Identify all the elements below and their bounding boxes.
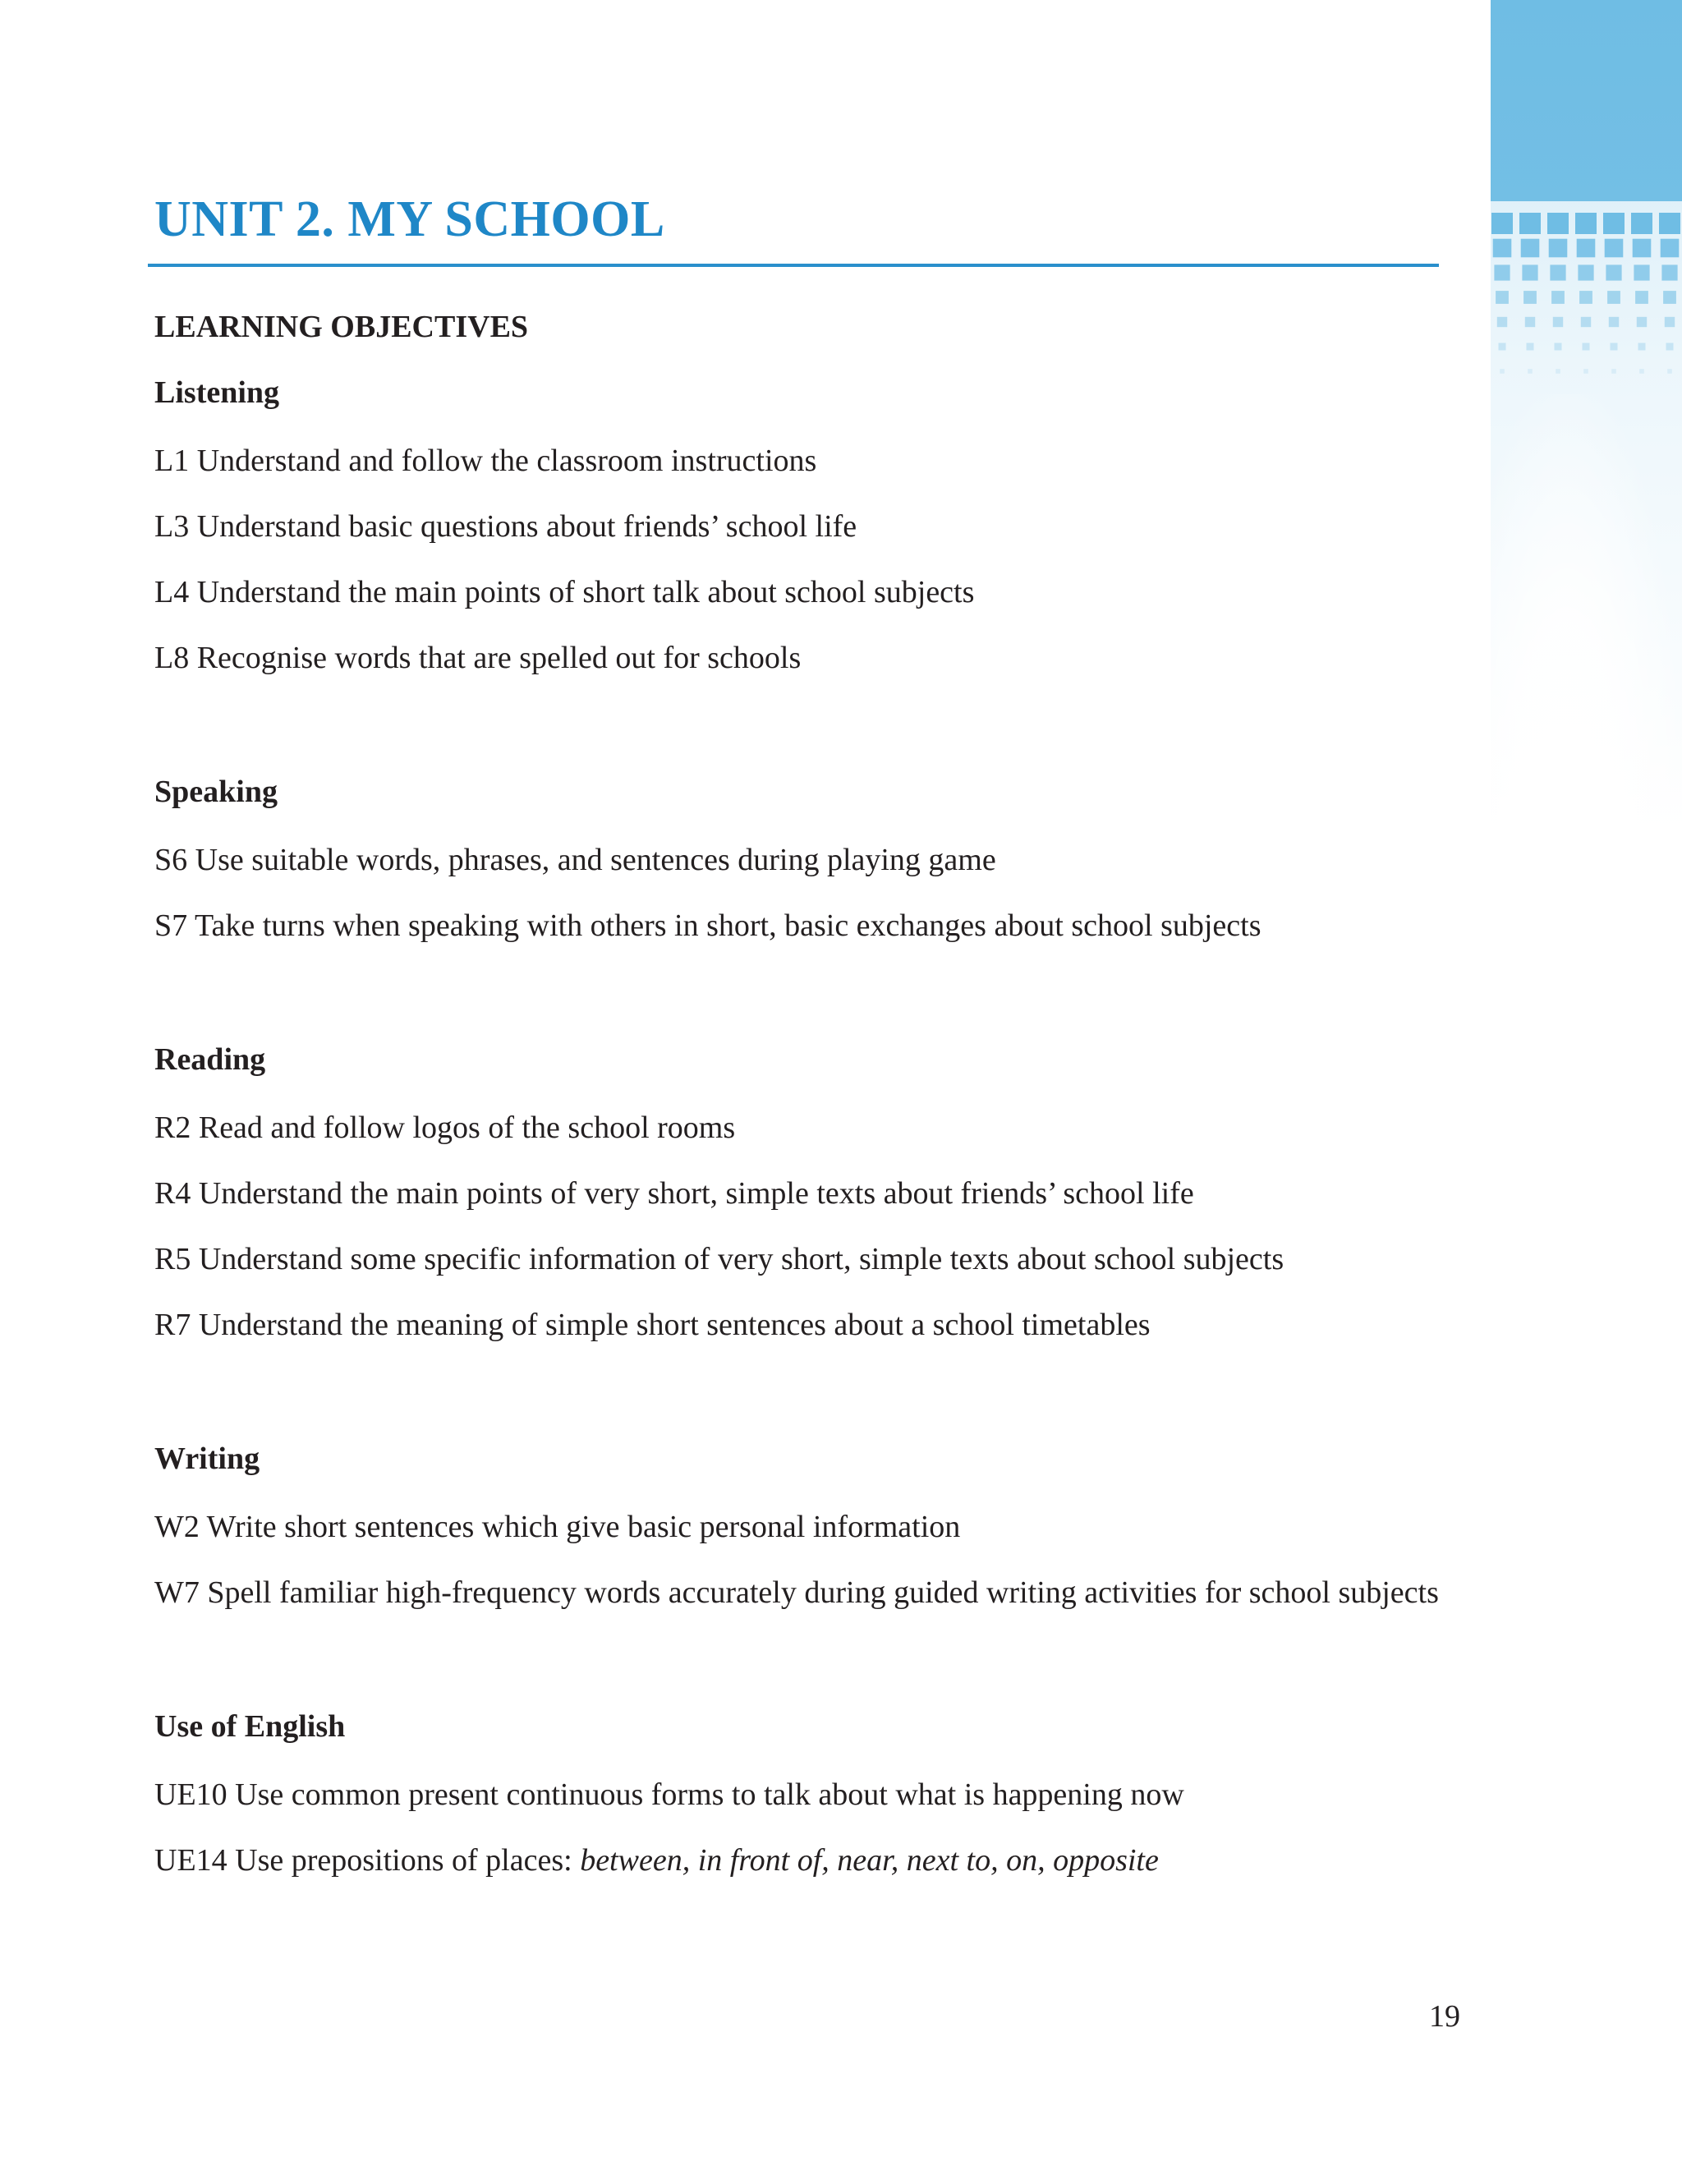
decorative-square [1661,264,1677,280]
title-underline [148,264,1439,267]
decorative-square [1500,369,1505,374]
decorative-square [1611,369,1616,374]
decorative-square [1583,369,1588,374]
decorative-square [1577,239,1596,258]
decorative-square [1519,213,1541,234]
objective-item: W7 Spell familiar high-frequency words accurately during guided writing activities for school subjects [154,1575,1439,1610]
objective-item-prepositions [154,1841,1468,1879]
decorative-square [1496,291,1509,304]
decorative-square [1583,343,1590,351]
decorative-square [1634,264,1649,280]
decorative-square [1605,239,1624,258]
decorative-square [1663,291,1676,304]
objective-item: S7 Take turns when speaking with others in short, basic exchanges about school subjects [154,908,1262,943]
decorative-square [1525,317,1535,327]
decorative-square [1493,239,1512,258]
learning-objectives-heading: LEARNING OBJECTIVES [154,310,529,344]
decorative-square [1606,264,1621,280]
objective-examples: between, in front of, near, next to, on, opposite [580,1843,1159,1878]
objective-item: S6 Use suitable words, phrases, and sentences during playing game [154,843,996,877]
decorative-square [1659,213,1680,234]
decorative-square [1581,317,1591,327]
decorative-square [1499,343,1506,351]
decorative-square [1553,317,1563,327]
objective-item: L4 Understand the main points of short talk about school subjects [154,575,975,609]
objective-item: L1 Understand and follow the classroom instructions [154,444,817,478]
decorative-square [1665,317,1675,327]
decorative-square [1661,239,1680,258]
decorative-square [1578,264,1593,280]
objective-item: L3 Understand basic questions about friends’ school life [154,509,857,544]
section-heading: Writing [154,1441,260,1476]
decorative-square [1491,213,1513,234]
decorative-square [1494,264,1510,280]
decorative-square [1556,369,1560,374]
decorative-square [1551,291,1565,304]
objective-item: R2 Read and follow logos of the school rooms [154,1110,736,1145]
section-listening [154,371,1468,677]
section-use-of-english [154,1705,1468,1879]
section-heading: Speaking [154,775,278,809]
objective-item: R4 Understand the main points of very short, simple texts about friends’ school life [154,1176,1194,1211]
decorative-square [1522,264,1537,280]
decorative-square [1575,213,1597,234]
objective-prefix: UE14 Use prepositions of places: [154,1843,581,1878]
decorative-square [1527,343,1534,351]
decorative-square [1631,213,1652,234]
decorative-square [1523,291,1537,304]
decorative-square [1611,343,1618,351]
decorative-square [1666,343,1674,351]
decorative-square [1550,264,1565,280]
decorative-square [1603,213,1625,234]
decorative-square [1607,291,1620,304]
objective-item: L8 Recognise words that are spelled out for schools [154,641,802,675]
decorative-square [1549,239,1568,258]
decorative-square [1633,239,1652,258]
decorative-square [1638,343,1646,351]
decorative-fade [1491,394,1682,854]
objective-item: W2 Write short sentences which give basic personal information [154,1510,961,1544]
decorative-square [1555,343,1562,351]
decorative-square [1667,369,1672,374]
section-reading [154,1038,1468,1344]
section-heading: Use of English [154,1709,346,1744]
page-number: 19 [1429,1999,1460,2034]
section-heading: Reading [154,1042,266,1077]
decorative-blue-block [1491,0,1682,201]
decorative-square [1637,317,1647,327]
decorative-square [1609,317,1619,327]
objective-item: R7 Understand the meaning of simple short sentences about a school timetables [154,1308,1151,1342]
decorative-square [1579,291,1592,304]
section-speaking [154,770,1468,945]
decorative-square-grid [1491,212,1682,409]
objectives-content [154,306,1468,1879]
objective-item: R5 Understand some specific information of very short, simple texts about school subjects [154,1242,1284,1276]
decorative-square [1547,213,1569,234]
section-heading: Listening [154,375,280,410]
decorative-square [1635,291,1648,304]
section-writing [154,1437,1468,1612]
decorative-square [1639,369,1644,374]
objective-item: UE10 Use common present continuous forms to talk about what is happening now [154,1777,1184,1812]
unit-title: UNIT 2. MY SCHOOL [154,191,665,247]
decorative-square [1521,239,1540,258]
decorative-square [1528,369,1533,374]
decorative-square [1497,317,1507,327]
